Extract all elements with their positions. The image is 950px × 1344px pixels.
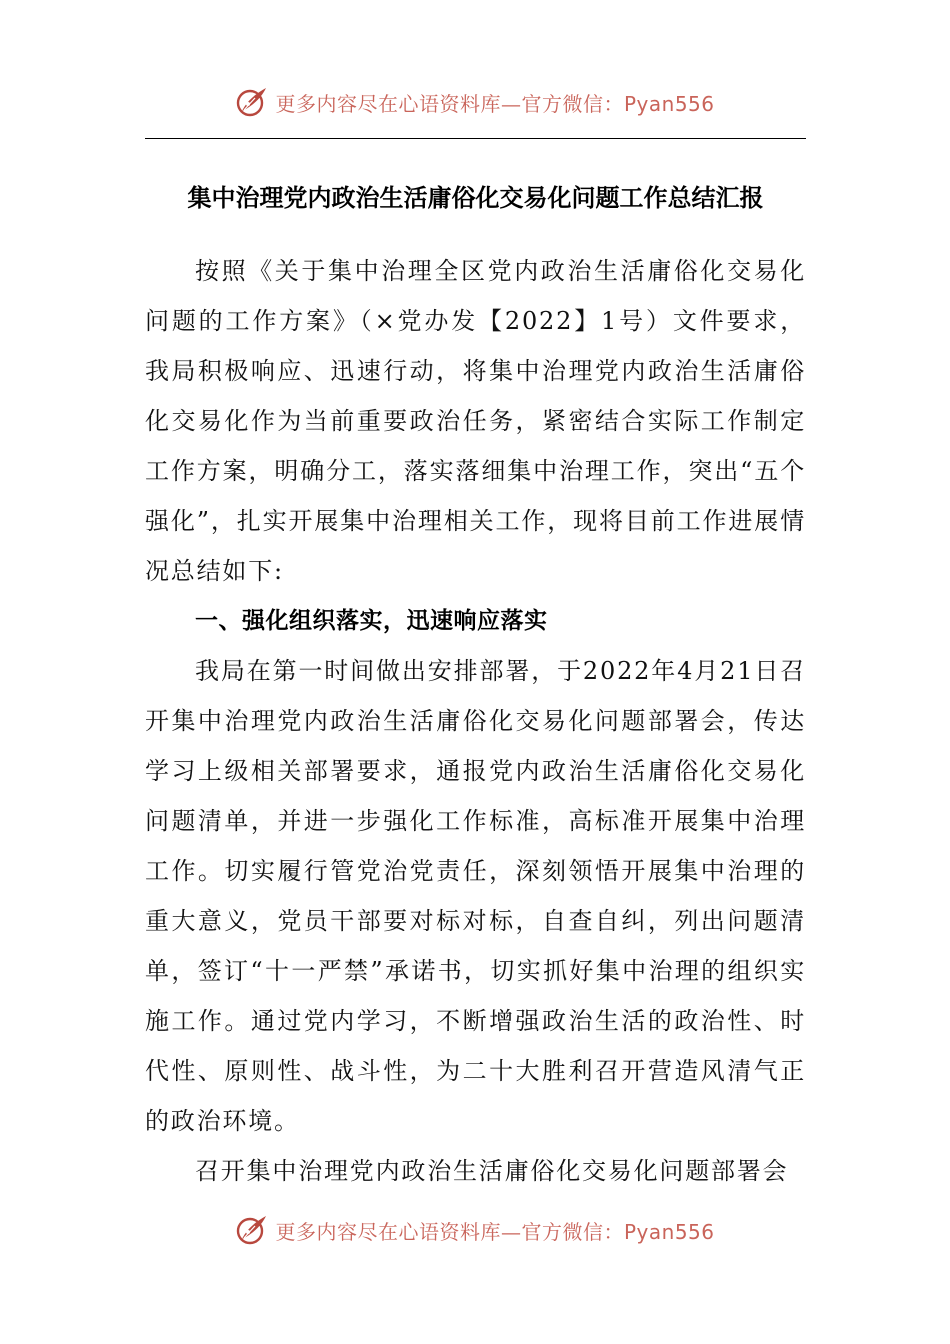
wechat-id: Pyan556 — [623, 1219, 715, 1244]
header-divider — [145, 138, 806, 139]
document-body — [145, 246, 806, 1196]
watermark-banner-top — [0, 82, 950, 122]
section-1-paragraph-2: 召开集中治理党内政治生活庸俗化交易化问题部署会 — [195, 1157, 789, 1185]
document-title: 集中治理党内政治生活庸俗化交易化问题工作总结汇报 — [187, 184, 764, 212]
wechat-id: Pyan556 — [623, 91, 715, 116]
quill-pen-logo-icon — [235, 1213, 269, 1247]
watermark-banner-bottom — [0, 1210, 950, 1250]
watermark-text: 更多内容尽在心语资料库—官方微信：Pyan556 — [275, 91, 715, 116]
intro-paragraph: 按照《关于集中治理全区党内政治生活庸俗化交易化问题的工作方案》（×党办发【2022】1号）文件要求，我局积极响应、迅速行动，将集中治理党内政治生活庸俗化交易化作为当前重要政治任务，紧密结合实际工作制定工作方案，明确分工，落实落细集中治理工作，突出“五个强化”，扎实开展集中治理相关工作，现将目前工作进展情况总结如下: — [145, 257, 806, 585]
section-1-paragraph-1: 我局在第一时间做出安排部署，于2022年4月21日召开集中治理党内政治生活庸俗化交易化问题部署会，传达学习上级相关部署要求，通报党内政治生活庸俗化交易化问题清单，并进一步强化工作标准，高标准开展集中治理工作。切实履行管党治党责任，深刻领悟开展集中治理的重大意义，党员干部要对标对标，自查自纠，列出问题清单，签订“十一严禁”承诺书，切实抓好集中治理的组织实施工作。通过党内学习，不断增强政治生活的政治性、时代性、原则性、战斗性，为二十大胜利召开营造风清气正的政治环境。 — [145, 657, 806, 1135]
quill-pen-logo-icon — [235, 85, 269, 119]
section-heading-1: 一、强化组织落实，迅速响应落实 — [195, 608, 548, 634]
watermark-text: 更多内容尽在心语资料库—官方微信：Pyan556 — [275, 1219, 715, 1244]
